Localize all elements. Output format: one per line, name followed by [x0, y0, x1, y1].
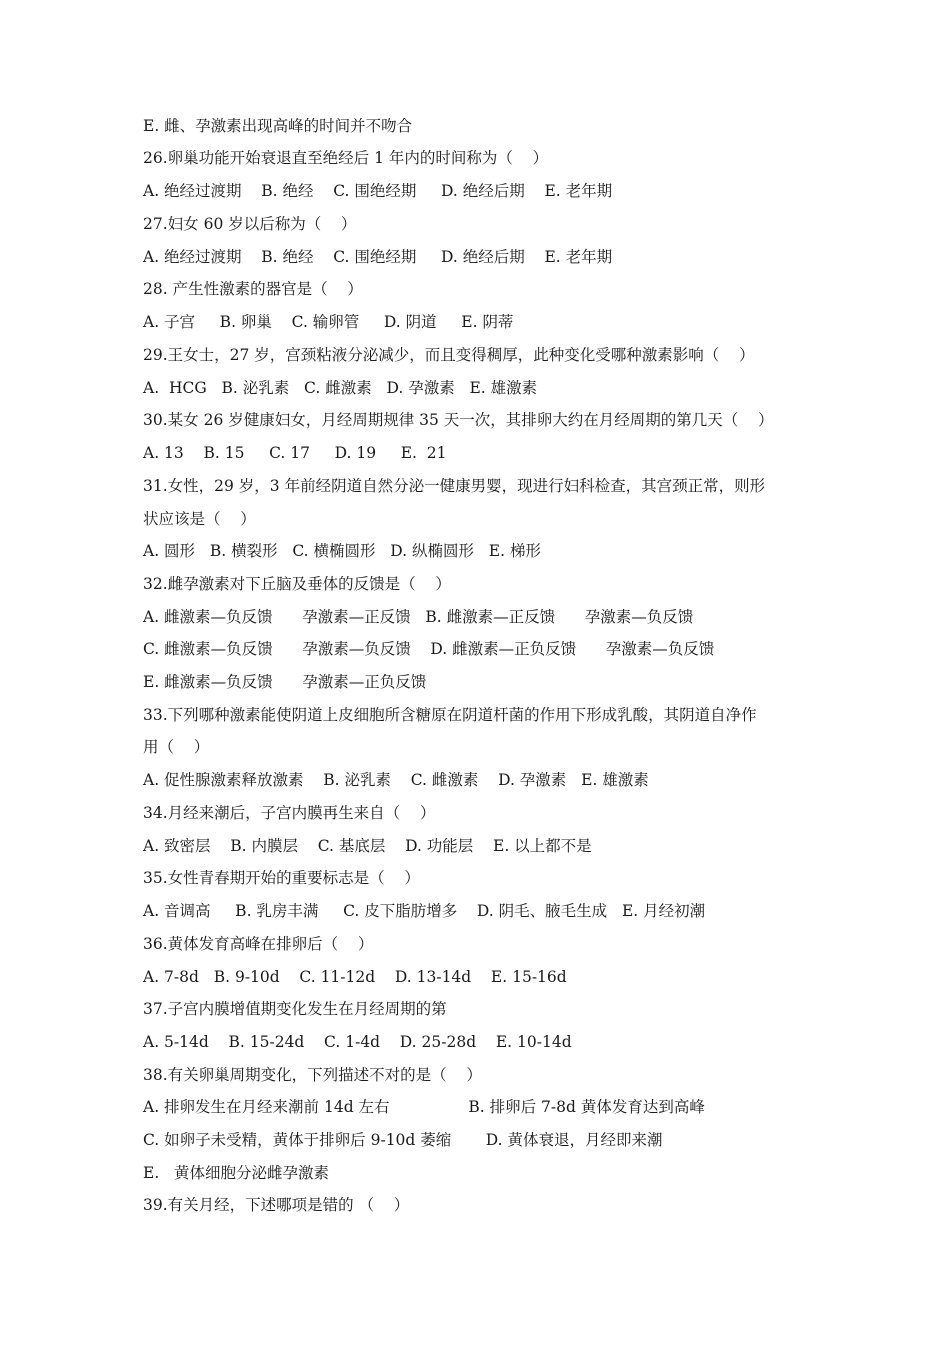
options-38-e: E. 黄体细胞分泌雌孕激素 — [143, 1164, 330, 1182]
question-35: 35.女性青春期开始的重要标志是（ ） — [143, 869, 420, 887]
options-36: A. 7-8d B. 9-10d C. 11-12d D. 13-14d E. 15-16d — [143, 968, 567, 986]
question-38: 38.有关卵巢周期变化，下列描述不对的是（ ） — [143, 1066, 482, 1084]
options-35: A. 音调高 B. 乳房丰满 C. 皮下脂肪增多 D. 阴毛、腋毛生成 E. 月经初潮 — [143, 902, 706, 920]
question-31-cont: 状应该是（ ） — [143, 510, 256, 528]
options-26: A. 绝经过渡期 B. 绝经 C. 围绝经期 D. 绝经后期 E. 老年期 — [143, 182, 613, 200]
options-38-ab: A. 排卵发生在月经来潮前 14d 左右 B. 排卵后 7-8d 黄体发育达到高峰 — [143, 1098, 705, 1116]
options-31: A. 圆形 B. 横裂形 C. 横椭圆形 D. 纵椭圆形 E. 梯形 — [143, 542, 541, 560]
options-33: A. 促性腺激素释放激素 B. 泌乳素 C. 雌激素 D. 孕激素 E. 雄激素 — [143, 771, 649, 789]
question-32: 32.雌孕激素对下丘脑及垂体的反馈是（ ） — [143, 575, 451, 593]
question-27: 27.妇女 60 岁以后称为（ ） — [143, 215, 357, 233]
text-line: E. 雌、孕激素出现高峰的时间并不吻合 — [143, 117, 413, 135]
question-39: 39.有关月经，下述哪项是错的 （ ） — [143, 1196, 410, 1214]
options-28: A. 子宫 B. 卵巢 C. 输卵管 D. 阴道 E. 阴蒂 — [143, 313, 514, 331]
options-37: A. 5-14d B. 15-24d C. 1-4d D. 25-28d E. 10-14d — [143, 1033, 572, 1051]
options-38-cd: C. 如卵子未受精，黄体于排卵后 9-10d 萎缩 D. 黄体衰退，月经即来潮 — [143, 1131, 663, 1149]
options-29: A. HCG B. 泌乳素 C. 雌激素 D. 孕激素 E. 雄激素 — [143, 379, 538, 397]
question-29: 29.王女士，27 岁，宫颈粘液分泌减少，而且变得稠厚，此种变化受哪种激素影响（ ） — [143, 346, 755, 364]
question-26: 26.卵巢功能开始衰退直至绝经后 1 年内的时间称为（ ） — [143, 149, 549, 167]
options-30: A. 13 B. 15 C. 17 D. 19 E. 21 — [143, 444, 447, 462]
options-32-ab: A. 雌激素—负反馈 孕激素—正反馈 B. 雌激素—正反馈 孕激素—负反馈 — [143, 608, 694, 626]
options-32-cd: C. 雌激素—负反馈 孕激素—负反馈 D. 雌激素—正负反馈 孕激素—负反馈 — [143, 640, 715, 658]
question-28: 28. 产生性激素的器官是（ ） — [143, 280, 363, 298]
question-30: 30.某女 26 岁健康妇女，月经周期规律 35 天一次，其排卵大约在月经周期的第几天（ ） — [143, 411, 774, 429]
question-33: 33.下列哪种激素能使阴道上皮细胞所含糖原在阴道杆菌的作用下形成乳酸，其阴道自净作 — [143, 706, 757, 724]
question-37: 37.子宫内膜增值期变化发生在月经周期的第 — [143, 1000, 447, 1018]
question-33-cont: 用（ ） — [143, 738, 210, 756]
question-31: 31.女性，29 岁，3 年前经阴道自然分泌一健康男婴，现进行妇科检查，其宫颈正常，则形 — [143, 477, 766, 495]
options-32-e: E. 雌激素—负反馈 孕激素—正负反馈 — [143, 673, 427, 691]
options-27: A. 绝经过渡期 B. 绝经 C. 围绝经期 D. 绝经后期 E. 老年期 — [143, 248, 613, 266]
question-36: 36.黄体发育高峰在排卵后（ ） — [143, 935, 374, 953]
options-34: A. 致密层 B. 内膜层 C. 基底层 D. 功能层 E. 以上都不是 — [143, 837, 592, 855]
question-34: 34.月经来潮后，子宫内膜再生来自（ ） — [143, 804, 436, 822]
